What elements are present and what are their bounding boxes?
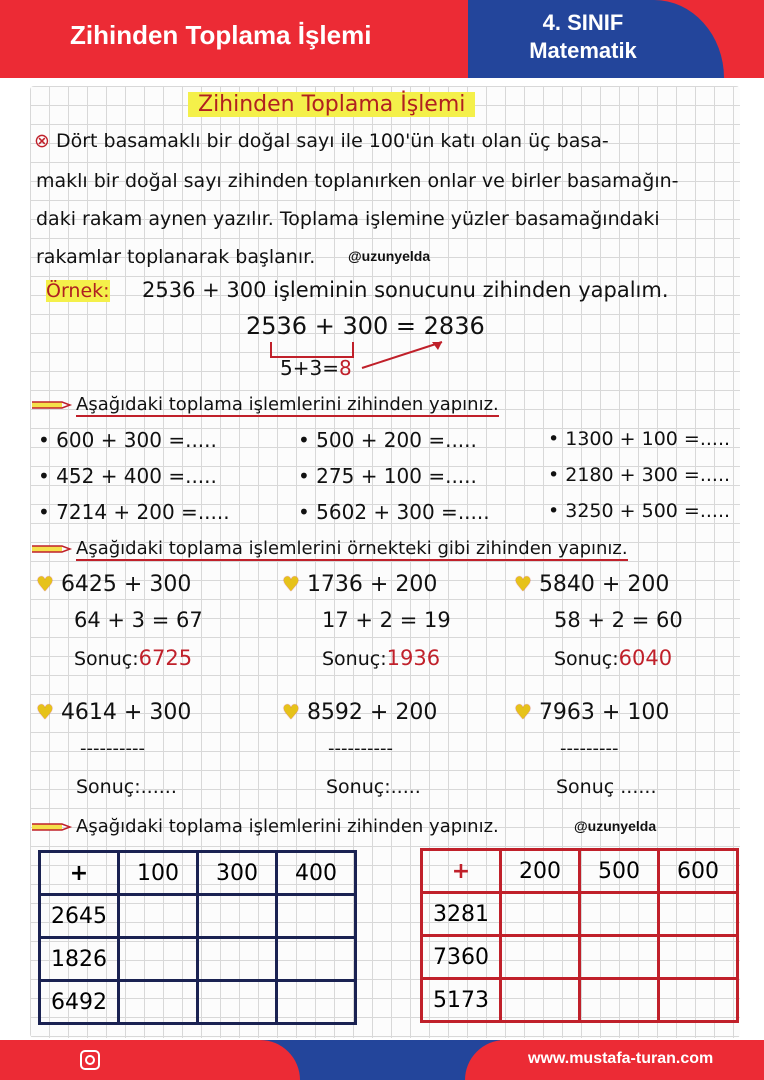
unsolved-problem: ♥ 4614 + 300 [36, 700, 192, 725]
arrow-icon [32, 820, 76, 834]
answer-blank[interactable]: ---------- [80, 738, 145, 759]
row-header: 2645 [40, 895, 119, 938]
watermark: @uzunyelda [574, 818, 657, 834]
notebook-page [30, 86, 740, 1038]
exercise-item: • 3250 + 500 =..... [548, 500, 731, 522]
section1-instruction: Aşağıdaki toplama işlemlerini zihinden yapınız. [76, 394, 499, 415]
answer-cell[interactable] [501, 893, 580, 936]
watermark: @uzunyelda [348, 248, 431, 264]
unsolved-result[interactable]: Sonuç ...... [556, 776, 657, 798]
heart-icon: ♥ [36, 700, 54, 724]
col-header: 100 [119, 852, 198, 895]
solved-step: 17 + 2 = 19 [322, 608, 451, 632]
solved-step: 64 + 3 = 67 [74, 608, 203, 632]
example-hint: 5+3=8 [280, 356, 352, 380]
solved-problem: ♥ 6425 + 300 [36, 572, 192, 597]
rule-line-2: maklı bir doğal sayı zihinden toplanırken onlar ve birler basamağın- [36, 170, 679, 192]
solved-problem: ♥ 5840 + 200 [514, 572, 670, 597]
solved-step: 58 + 2 = 60 [554, 608, 683, 632]
col-header: 500 [580, 850, 659, 893]
instagram-icon[interactable] [80, 1050, 100, 1070]
exercise-item: • 500 + 200 =..... [298, 428, 477, 452]
example-arrow-icon [360, 336, 450, 372]
section3-instruction: Aşağıdaki toplama işlemlerini zihinden yapınız. [76, 816, 499, 837]
row-header: 5173 [422, 979, 501, 1022]
unsolved-result[interactable]: Sonuç:...... [76, 776, 177, 798]
notebook-heading: Zihinden Toplama İşlemi [188, 92, 475, 117]
heart-icon: ♥ [282, 572, 300, 596]
footer-red-left [0, 1040, 300, 1080]
answer-cell[interactable] [580, 936, 659, 979]
rule-line-1: ⊗ Dört basamaklı bir doğal sayı ile 100'ün katı olan üç basa- [34, 130, 609, 152]
star-icon: ⊗ [34, 130, 50, 152]
exercise-item: • 600 + 300 =..... [38, 428, 217, 452]
heart-icon: ♥ [282, 700, 300, 724]
grade-badge [468, 0, 724, 78]
answer-cell[interactable] [580, 979, 659, 1022]
answer-cell[interactable] [501, 936, 580, 979]
answer-cell[interactable] [501, 979, 580, 1022]
answer-cell[interactable] [277, 938, 356, 981]
row-header: 7360 [422, 936, 501, 979]
rule-line-3: daki rakam aynen yazılır. Toplama işlemine yüzler basamağındaki [36, 208, 660, 230]
arrow-icon [32, 542, 76, 556]
heart-icon: ♥ [514, 572, 532, 596]
answer-cell[interactable] [659, 893, 738, 936]
solved-result: Sonuç:1936 [322, 646, 441, 670]
footer-url-link[interactable]: www.mustafa-turan.com [528, 1050, 714, 1067]
unsolved-result[interactable]: Sonuç:..... [326, 776, 421, 798]
heart-icon: ♥ [36, 572, 54, 596]
answer-cell[interactable] [198, 938, 277, 981]
answer-cell[interactable] [277, 981, 356, 1024]
unsolved-problem: ♥ 7963 + 100 [514, 700, 670, 725]
col-header: 200 [501, 850, 580, 893]
rule-line-4: rakamlar toplanarak başlanır. [36, 246, 316, 268]
answer-cell[interactable] [119, 938, 198, 981]
section2-instruction: Aşağıdaki toplama işlemlerini örnekteki gibi zihinden yapınız. [76, 538, 628, 559]
example-equation: 2536 + 300 = 2836 [246, 312, 485, 340]
solved-result: Sonuç:6725 [74, 646, 193, 670]
solved-problem: ♥ 1736 + 200 [282, 572, 438, 597]
heart-icon: ♥ [514, 700, 532, 724]
row-header: 1826 [40, 938, 119, 981]
example-text: 2536 + 300 işleminin sonucunu zihinden yapalım. [142, 278, 669, 302]
answer-cell[interactable] [198, 981, 277, 1024]
unsolved-problem: ♥ 8592 + 200 [282, 700, 438, 725]
table-corner: + [422, 850, 501, 893]
solved-result: Sonuç:6040 [554, 646, 673, 670]
answer-cell[interactable] [119, 981, 198, 1024]
answer-blank[interactable]: ---------- [328, 738, 393, 759]
exercise-item: • 2180 + 300 =..... [548, 464, 731, 486]
answer-blank[interactable]: --------- [560, 738, 619, 759]
answer-cell[interactable] [119, 895, 198, 938]
col-header: 300 [198, 852, 277, 895]
exercise-item: • 7214 + 200 =..... [38, 500, 230, 524]
exercise-item: • 1300 + 100 =..... [548, 428, 731, 450]
subject-label: Matematik [529, 38, 637, 63]
page-title: Zihinden Toplama İşlemi [70, 20, 372, 50]
answer-cell[interactable] [277, 895, 356, 938]
col-header: 400 [277, 852, 356, 895]
grade-label: 4. SINIF [542, 10, 624, 35]
answer-cell[interactable] [580, 893, 659, 936]
addition-table-blue [38, 850, 357, 1025]
exercise-item: • 5602 + 300 =..... [298, 500, 490, 524]
table-corner: + [40, 852, 119, 895]
row-header: 6492 [40, 981, 119, 1024]
col-header: 600 [659, 850, 738, 893]
example-label: Örnek: [46, 280, 110, 302]
answer-cell[interactable] [659, 979, 738, 1022]
arrow-icon [32, 398, 76, 412]
answer-cell[interactable] [198, 895, 277, 938]
row-header: 3281 [422, 893, 501, 936]
addition-table-red [420, 848, 739, 1023]
exercise-item: • 452 + 400 =..... [38, 464, 217, 488]
answer-cell[interactable] [659, 936, 738, 979]
exercise-item: • 275 + 100 =..... [298, 464, 477, 488]
